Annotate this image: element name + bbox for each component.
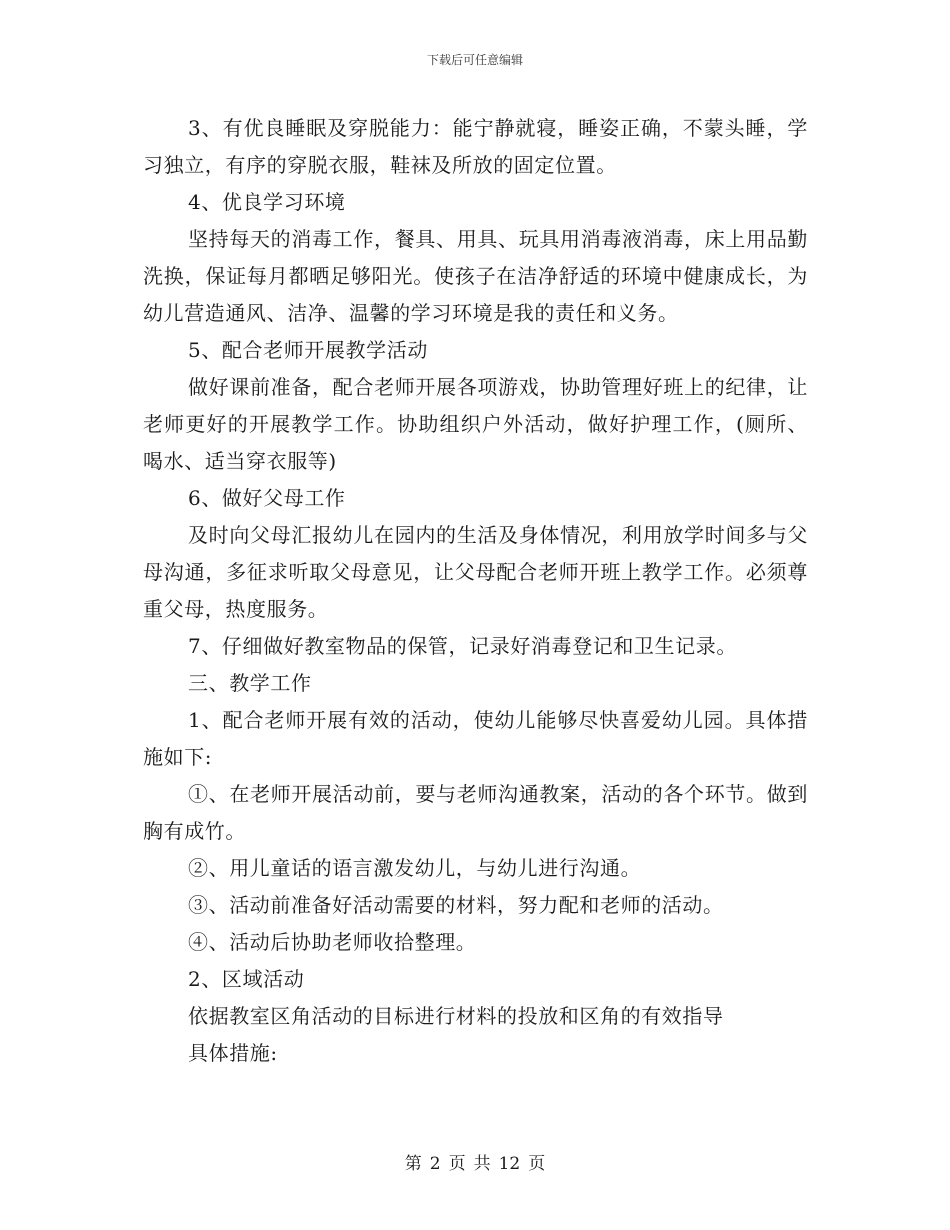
paragraph-area-guidance: 依据教室区角活动的目标进行材料的投放和区角的有效指导 <box>188 1004 724 1028</box>
heading-teaching-work: 三、教学工作 <box>188 671 312 695</box>
page-footer <box>0 1153 950 1175</box>
footer-suffix: 页 <box>528 1154 546 1174</box>
list-item-4: ④、活动后协助老师收拾整理。 <box>188 930 477 954</box>
heading-learning-environment: 4、优良学习环境 <box>188 190 346 214</box>
footer-mid: 页 <box>448 1154 466 1174</box>
page-header: 下载后可任意编辑 <box>426 53 523 67</box>
list-item-2: ②、用儿童话的语言激发幼儿，与幼儿进行沟通。 <box>188 856 642 880</box>
paragraph-disinfection: 坚持每天的消毒工作，餐具、用具、玩具用消毒液消毒，床上用品勤洗换，保证每月都晒足够阳光。使孩子在洁净舒适的环境中健康成长，为幼儿营造通风、洁净、温馨的学习环境是我的责任和义务。 <box>143 227 808 325</box>
footer-prefix: 第 <box>404 1154 422 1174</box>
paragraph-specific-measures: 具体措施: <box>188 1041 278 1065</box>
paragraph-classroom-items: 7、仔细做好教室物品的保管，记录好消毒登记和卫生记录。 <box>188 634 737 658</box>
list-item-3: ③、活动前准备好活动需要的材料，努力配和老师的活动。 <box>188 893 724 917</box>
page-total: 12 <box>498 1154 521 1174</box>
list-item-1: ①、在老师开展活动前，要与老师沟通教案，活动的各个环节。做到胸有成竹。 <box>143 782 808 843</box>
footer-total-prefix: 共 <box>473 1154 491 1174</box>
page-number: 2 <box>429 1154 441 1174</box>
document-body <box>143 110 808 1072</box>
paragraph-parent-communication: 及时向父母汇报幼儿在园内的生活及身体情况，利用放学时间多与父母沟通，多征求听取父母意见，让父母配合老师开班上教学工作。必须尊重父母，热度服务。 <box>143 523 808 621</box>
paragraph-sleep-ability: 3、有优良睡眠及穿脱能力：能宁静就寝，睡姿正确，不蒙头睡，学习独立，有序的穿脱衣服，鞋袜及所放的固定位置。 <box>143 116 808 177</box>
paragraph-effective-activities: 1、配合老师开展有效的活动，使幼儿能够尽快喜爱幼儿园。具体措施如下: <box>143 708 808 769</box>
paragraph-class-preparation: 做好课前准备，配合老师开展各项游戏，协助管理好班上的纪律，让老师更好的开展教学工作。协助组织户外活动，做好护理工作，(厕所、喝水、适当穿衣服等) <box>143 375 808 473</box>
heading-area-activities: 2、区域活动 <box>188 967 305 991</box>
heading-assist-teaching: 5、配合老师开展教学活动 <box>188 338 428 362</box>
heading-parent-work: 6、做好父母工作 <box>188 486 346 510</box>
